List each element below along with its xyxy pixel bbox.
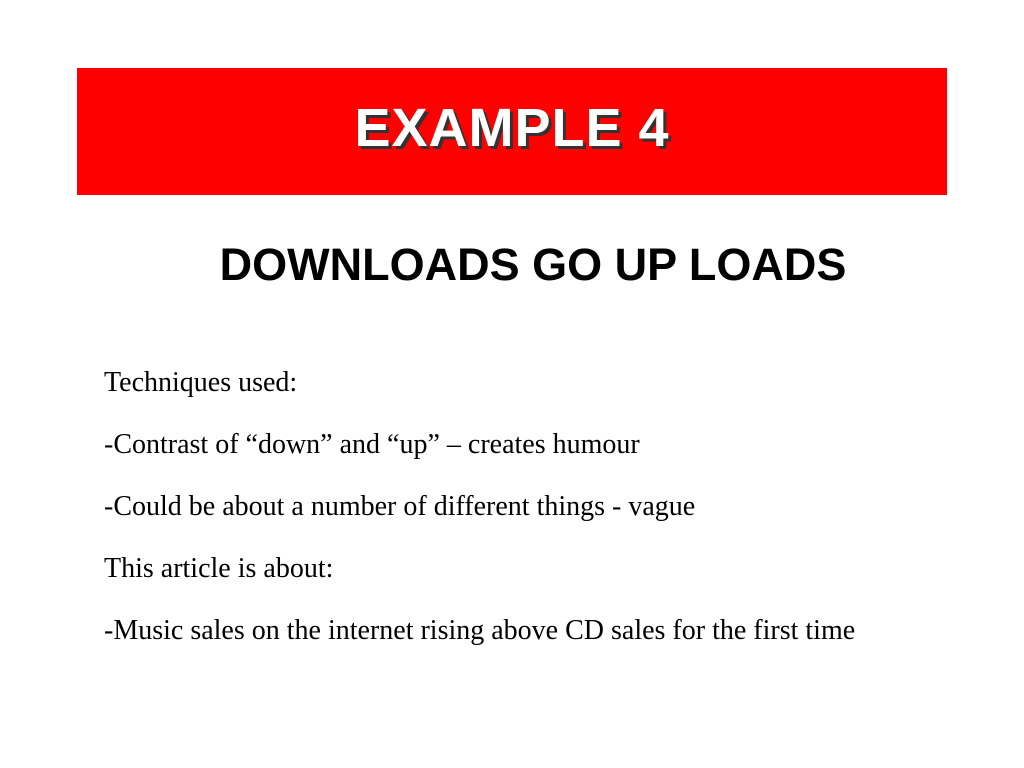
article-heading: This article is about:	[104, 553, 334, 584]
technique-vague: -Could be about a number of different things - vague	[104, 491, 696, 522]
technique-contrast: -Contrast of “down” and “up” – creates humour	[104, 429, 640, 460]
techniques-heading: Techniques used:	[104, 367, 298, 398]
slide-title: EXAMPLE 4	[354, 97, 670, 158]
article-summary: -Music sales on the internet rising above CD sales for the first time	[104, 615, 856, 646]
headline: DOWNLOADS GO UP LOADS	[219, 239, 847, 290]
slide-body	[104, 366, 974, 647]
title-banner	[77, 68, 947, 195]
